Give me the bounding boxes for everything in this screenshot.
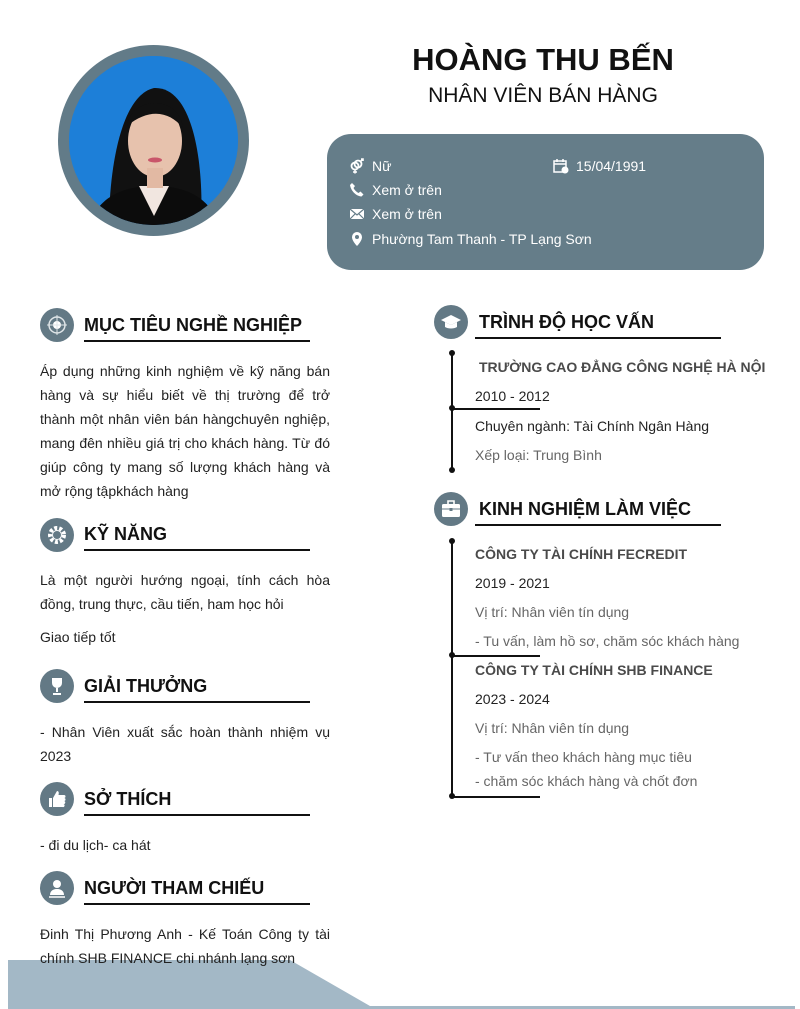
timeline-divider — [452, 796, 540, 798]
gear-icon — [40, 518, 74, 552]
briefcase-icon — [434, 492, 468, 526]
thumbs-up-icon — [40, 782, 74, 816]
timeline-divider — [452, 655, 540, 657]
timeline-dot — [449, 350, 455, 356]
address-value: Phường Tam Thanh - TP Lạng Sơn — [372, 231, 592, 247]
gender-value: Nữ — [372, 158, 392, 174]
target-icon — [40, 308, 74, 342]
timeline-dot — [449, 467, 455, 473]
objective-text: Áp dụng những kinh nghiệm về kỹ năng bán hàng và sự hiểu biết về thị trường để trở thành một nhân viên bán hàngchuyên nghiệp, mang đên nhiều giá trị cho khách hàng. Từ đó giúp công ty mang số lượng khách hàng và mở rộng tậpkhách hàng — [40, 363, 330, 499]
objective-heading: MỤC TIÊU NGHỀ NGHIỆP — [84, 315, 303, 335]
education-grade: Xếp loại: Trung Bình — [475, 447, 602, 463]
hobbies-text: - đi du lịch- ca hát — [40, 837, 151, 853]
job-period: 2019 - 2021 — [475, 575, 550, 591]
job-duty: - Tư vấn theo khách hàng mục tiêu — [475, 749, 692, 765]
experience-heading: KINH NGHIỆM LÀM VIỆC — [479, 499, 692, 519]
timeline-line — [451, 353, 453, 470]
job-company: CÔNG TY TÀI CHÍNH FECREDIT — [475, 546, 688, 562]
heading-underline — [475, 524, 721, 526]
heading-underline — [475, 337, 721, 339]
heading-underline — [84, 701, 310, 703]
email-value: Xem ở trên — [372, 206, 442, 222]
hobbies-heading: SỞ THÍCH — [84, 789, 172, 809]
job-position: Vị trí: Nhân viên tín dụng — [475, 720, 630, 736]
gender-icon — [349, 158, 365, 174]
references-text: Đinh Thị Phương Anh - Kế Toán Công ty tài chính SHB FINANCE chi nhánh lạng sơn — [40, 926, 330, 966]
trophy-icon — [40, 669, 74, 703]
timeline-line — [451, 541, 453, 796]
awards-text: - Nhân Viên xuất sắc hoàn thành nhiệm vụ 2023 — [40, 724, 330, 764]
address-row — [349, 231, 592, 247]
job-duty: - chăm sóc khách hàng và chốt đơn — [475, 773, 698, 789]
graduation-cap-icon — [434, 305, 468, 339]
heading-underline — [84, 814, 310, 816]
job-position: Vị trí: Nhân viên tín dụng — [475, 604, 630, 620]
skill-item: Giao tiếp tốt — [40, 629, 116, 645]
avatar — [69, 56, 238, 225]
location-pin-icon — [349, 231, 365, 247]
skill-item: Là một người hướng ngoại, tính cách hòa đồng, trung thực, cầu tiến, ham học hỏi — [40, 572, 330, 612]
timeline-divider — [452, 408, 540, 410]
phone-value: Xem ở trên — [372, 182, 442, 198]
job-company: CÔNG TY TÀI CHÍNH SHB FINANCE — [475, 662, 713, 678]
calendar-icon — [553, 158, 569, 174]
heading-underline — [84, 549, 310, 551]
job-period: 2023 - 2024 — [475, 691, 550, 707]
reference-person-icon — [40, 871, 74, 905]
awards-heading: GIẢI THƯỞNG — [84, 676, 208, 696]
job-duty: - Tu vấn, làm hồ sơ, chăm sóc khách hàng — [475, 633, 740, 649]
skills-heading: KỸ NĂNG — [84, 524, 168, 544]
email-icon — [349, 206, 365, 222]
education-major: Chuyên ngành: Tài Chính Ngân Hàng — [475, 418, 710, 434]
birthdate-value: 15/04/1991 — [576, 158, 647, 174]
education-period: 2010 - 2012 — [475, 388, 550, 404]
phone-row — [349, 182, 442, 198]
email-row — [349, 206, 442, 222]
gender-row — [349, 158, 391, 174]
timeline-dot — [449, 538, 455, 544]
education-heading: TRÌNH ĐỘ HỌC VẤN — [479, 312, 654, 332]
birthdate-row — [553, 158, 646, 174]
heading-underline — [84, 903, 310, 905]
school-name: TRƯỜNG CAO ĐẲNG CÔNG NGHỆ HÀ NỘI — [479, 359, 766, 375]
contact-box — [327, 134, 764, 270]
phone-icon — [349, 182, 365, 198]
candidate-name: HOÀNG THU BẾN — [412, 42, 674, 77]
heading-underline — [84, 340, 310, 342]
references-heading: NGƯỜI THAM CHIẾU — [84, 878, 265, 898]
job-title: NHÂN VIÊN BÁN HÀNG — [428, 84, 658, 107]
